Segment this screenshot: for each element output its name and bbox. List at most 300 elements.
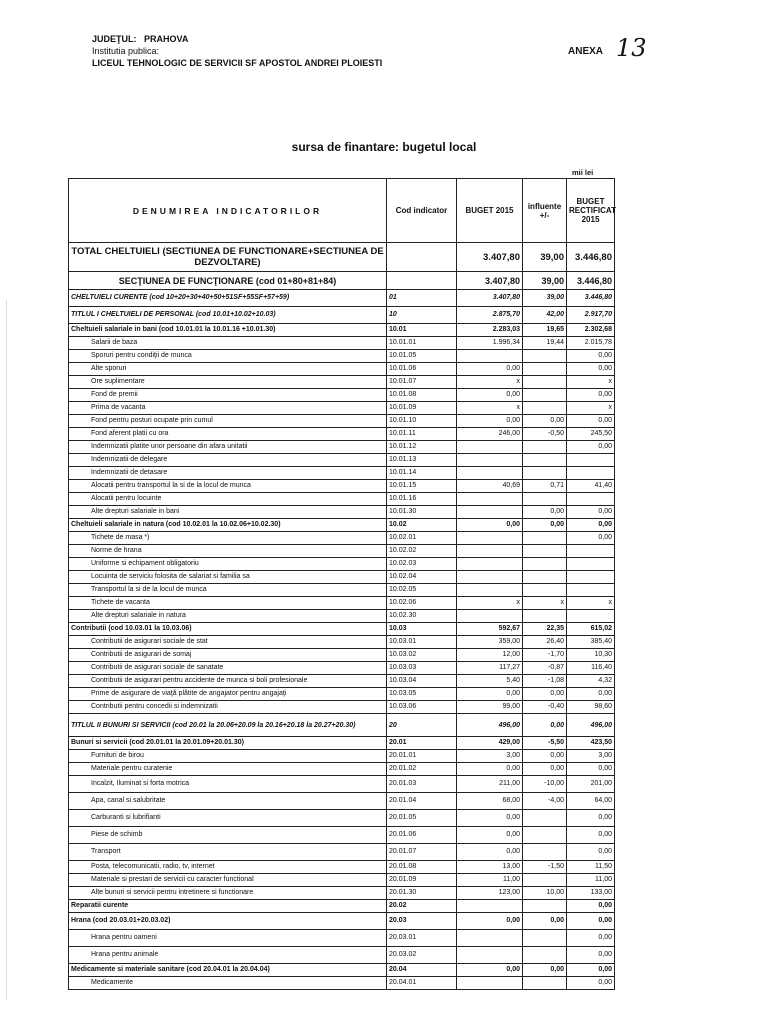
column-header-revised: BUGET RECTIFICAT 2015: [567, 179, 615, 243]
table-row: [69, 623, 615, 636]
row-code: 20.01.05: [387, 810, 457, 827]
row-code: [387, 272, 457, 290]
table-row: [69, 402, 615, 415]
row-name: Fond de premii: [69, 389, 387, 402]
row-influence: 0,00: [523, 913, 567, 930]
table-row: [69, 519, 615, 532]
row-influence: [523, 610, 567, 623]
row-code: 10.01.10: [387, 415, 457, 428]
table-row: [69, 874, 615, 887]
row-name: Piese de schimb: [69, 827, 387, 844]
row-code: 20.01.01: [387, 750, 457, 763]
row-budget: [457, 571, 523, 584]
row-influence: [523, 930, 567, 947]
row-budget: 0,00: [457, 964, 523, 977]
row-influence: 22,35: [523, 623, 567, 636]
row-budget: [457, 558, 523, 571]
row-code: 10.01.11: [387, 428, 457, 441]
row-influence: 0,00: [523, 714, 567, 737]
row-name: CHELTUIELI CURENTE (cod 10+20+30+40+50+51SF+55SF+57+59): [69, 290, 387, 307]
row-name: Norme de hrana: [69, 545, 387, 558]
row-revised: 0,00: [567, 350, 615, 363]
row-influence: [523, 571, 567, 584]
table-row: [69, 389, 615, 402]
table-row: [69, 887, 615, 900]
row-influence: -0,50: [523, 428, 567, 441]
row-code: 10: [387, 307, 457, 324]
table-row: [69, 844, 615, 861]
row-code: 10.02.04: [387, 571, 457, 584]
funding-source-title: sursa de finantare: bugetul local: [291, 140, 477, 154]
row-revised: 615,02: [567, 623, 615, 636]
row-name: Contributii de asigurari pentru accidente de munca si boli profesionale: [69, 675, 387, 688]
row-revised: 2.917,70: [567, 307, 615, 324]
row-name: Materiale si prestari de servicii cu caracter functional: [69, 874, 387, 887]
row-code: 10.01.07: [387, 376, 457, 389]
row-budget: 1.996,34: [457, 337, 523, 350]
column-header-name: DENUMIREA INDICATORILOR: [69, 179, 387, 243]
table-row: [69, 506, 615, 519]
row-name: Medicamente: [69, 977, 387, 990]
row-revised: 3,00: [567, 750, 615, 763]
row-code: 10.01.12: [387, 441, 457, 454]
row-code: 10.01: [387, 324, 457, 337]
row-budget: [457, 506, 523, 519]
row-code: 20.03.02: [387, 947, 457, 964]
row-name: Furnituri de birou: [69, 750, 387, 763]
row-revised: [567, 558, 615, 571]
row-revised: 201,00: [567, 776, 615, 793]
row-budget: [457, 467, 523, 480]
table-row: [69, 571, 615, 584]
table-row: [69, 776, 615, 793]
row-code: 20.01.30: [387, 887, 457, 900]
table-row: [69, 977, 615, 990]
row-code: 20.01.08: [387, 861, 457, 874]
row-revised: 385,40: [567, 636, 615, 649]
table-row: [69, 532, 615, 545]
row-name: Tichete de vacanta: [69, 597, 387, 610]
table-row: [69, 243, 615, 272]
row-budget: [457, 930, 523, 947]
column-header-budget: BUGET 2015: [457, 179, 523, 243]
row-revised: 0,00: [567, 363, 615, 376]
row-name: Prima de vacanta: [69, 402, 387, 415]
row-name: Transportul la si de la locul de munca: [69, 584, 387, 597]
row-revised: 0,00: [567, 506, 615, 519]
table-row: [69, 337, 615, 350]
table-row: [69, 714, 615, 737]
row-revised: 245,50: [567, 428, 615, 441]
row-revised: [567, 454, 615, 467]
row-name: Alte drepturi salariale in natura: [69, 610, 387, 623]
table-row: [69, 467, 615, 480]
table-row: [69, 307, 615, 324]
row-revised: 0,00: [567, 519, 615, 532]
row-revised: [567, 610, 615, 623]
table-row: [69, 415, 615, 428]
row-influence: [523, 402, 567, 415]
county-label: JUDEŢUL:: [92, 34, 137, 44]
row-revised: [567, 467, 615, 480]
table-row: [69, 597, 615, 610]
row-name: SECŢIUNEA DE FUNCŢIONARE (cod 01+80+81+84): [69, 272, 387, 290]
row-influence: [523, 350, 567, 363]
row-revised: [567, 584, 615, 597]
row-name: TITLUL II BUNURI SI SERVICII (cod 20.01 la 20.06+20.09 la 20.16+20.18 la 20.27+20.30): [69, 714, 387, 737]
row-influence: -1,70: [523, 649, 567, 662]
row-name: Alocatii pentru transportul la si de la locul de munca: [69, 480, 387, 493]
row-revised: 0,00: [567, 947, 615, 964]
row-influence: [523, 874, 567, 887]
row-budget: 429,00: [457, 737, 523, 750]
row-influence: 42,00: [523, 307, 567, 324]
anexa-number: 13: [616, 34, 647, 62]
row-budget: 2.283,03: [457, 324, 523, 337]
row-budget: 11,00: [457, 874, 523, 887]
row-code: 10.03.01: [387, 636, 457, 649]
row-influence: [523, 532, 567, 545]
table-row: [69, 649, 615, 662]
row-name: Indemnizatii de detasare: [69, 467, 387, 480]
table-row: [69, 324, 615, 337]
table-row: [69, 688, 615, 701]
row-budget: 0,00: [457, 763, 523, 776]
row-budget: 359,00: [457, 636, 523, 649]
table-row: [69, 662, 615, 675]
table-row: [69, 964, 615, 977]
row-revised: 4,32: [567, 675, 615, 688]
row-code: 10.01.01: [387, 337, 457, 350]
county-name: PRAHOVA: [144, 34, 189, 44]
row-influence: -4,00: [523, 793, 567, 810]
row-name: Contributii de asigurari de somaj: [69, 649, 387, 662]
row-budget: 123,00: [457, 887, 523, 900]
row-name: Hrana pentru animale: [69, 947, 387, 964]
row-code: 10.03.02: [387, 649, 457, 662]
row-budget: 40,69: [457, 480, 523, 493]
row-code: 10.01.09: [387, 402, 457, 415]
anexa-label: ANEXA: [568, 46, 604, 57]
row-budget: [457, 584, 523, 597]
row-revised: [567, 493, 615, 506]
row-influence: [523, 947, 567, 964]
table-row: [69, 493, 615, 506]
table-row: [69, 454, 615, 467]
table-row: [69, 827, 615, 844]
column-header-influence: influente +/-: [523, 179, 567, 243]
table-row: [69, 545, 615, 558]
row-name: Contributii de asigurari sociale de stat: [69, 636, 387, 649]
row-influence: 0,00: [523, 688, 567, 701]
table-row: [69, 793, 615, 810]
row-budget: 13,00: [457, 861, 523, 874]
row-code: 10.02.05: [387, 584, 457, 597]
row-influence: -0,40: [523, 701, 567, 714]
row-budget: [457, 947, 523, 964]
row-code: 20.01.02: [387, 763, 457, 776]
row-influence: 0,00: [523, 415, 567, 428]
row-budget: 3.407,80: [457, 243, 523, 272]
row-influence: [523, 493, 567, 506]
table-row: [69, 701, 615, 714]
row-revised: 3.446,80: [567, 272, 615, 290]
row-code: 20.01.03: [387, 776, 457, 793]
row-influence: 0,00: [523, 506, 567, 519]
row-name: Prime de asigurare de viaţă plătite de angajator pentru angajaţi: [69, 688, 387, 701]
table-row: [69, 428, 615, 441]
row-budget: x: [457, 376, 523, 389]
row-influence: 0,71: [523, 480, 567, 493]
row-name: Alte bunuri si servicii pentru intretinere si functionare: [69, 887, 387, 900]
row-influence: 10,00: [523, 887, 567, 900]
table-row: [69, 913, 615, 930]
row-code: 10.02.02: [387, 545, 457, 558]
table-header-row: [69, 179, 615, 243]
row-name: Contributii (cod 10.03.01 la 10.03.06): [69, 623, 387, 636]
row-budget: 3.407,80: [457, 290, 523, 307]
row-influence: -0,87: [523, 662, 567, 675]
row-budget: 0,00: [457, 688, 523, 701]
row-budget: [457, 900, 523, 913]
row-code: 20.01.07: [387, 844, 457, 861]
table-row: [69, 861, 615, 874]
row-code: 10.02.30: [387, 610, 457, 623]
row-influence: 19,65: [523, 324, 567, 337]
row-name: Fond aferent platii cu ora: [69, 428, 387, 441]
row-influence: [523, 977, 567, 990]
row-name: Contributii pentru concedii si indemnizatii: [69, 701, 387, 714]
table-row: [69, 947, 615, 964]
row-revised: [567, 571, 615, 584]
row-budget: 117,27: [457, 662, 523, 675]
row-code: 10.02.01: [387, 532, 457, 545]
table-row: [69, 480, 615, 493]
row-revised: 98,60: [567, 701, 615, 714]
row-code: 20: [387, 714, 457, 737]
row-code: 20.01: [387, 737, 457, 750]
row-budget: 3.407,80: [457, 272, 523, 290]
row-influence: [523, 467, 567, 480]
table-row: [69, 272, 615, 290]
budget-table: [68, 178, 615, 990]
row-budget: 496,00: [457, 714, 523, 737]
row-code: 10.01.16: [387, 493, 457, 506]
row-influence: 0,00: [523, 519, 567, 532]
row-revised: 3.446,80: [567, 243, 615, 272]
row-name: Ore suplimentare: [69, 376, 387, 389]
row-name: Hrana (cod 20.03.01+20.03.02): [69, 913, 387, 930]
row-influence: [523, 900, 567, 913]
row-name: Alte drepturi salariale in bani: [69, 506, 387, 519]
row-budget: 3,00: [457, 750, 523, 763]
unit-label: mii lei: [572, 168, 594, 177]
row-revised: 0,00: [567, 763, 615, 776]
row-revised: 41,40: [567, 480, 615, 493]
row-name: Contributii de asigurari sociale de sanatate: [69, 662, 387, 675]
row-budget: 0,00: [457, 389, 523, 402]
table-row: [69, 636, 615, 649]
scan-edge: [6, 300, 7, 1000]
row-budget: 5,40: [457, 675, 523, 688]
row-influence: [523, 584, 567, 597]
row-budget: [457, 441, 523, 454]
row-code: 10.03.05: [387, 688, 457, 701]
row-revised: 0,00: [567, 415, 615, 428]
table-row: [69, 558, 615, 571]
table-body: [69, 243, 615, 990]
row-budget: 211,00: [457, 776, 523, 793]
row-budget: 68,00: [457, 793, 523, 810]
row-name: Indemnizatii de delegare: [69, 454, 387, 467]
row-budget: [457, 493, 523, 506]
row-code: 20.04: [387, 964, 457, 977]
table-row: [69, 350, 615, 363]
row-code: 10.02: [387, 519, 457, 532]
row-name: Indemnizatii platite unor persoane din afara unitatii: [69, 441, 387, 454]
row-code: 10.03: [387, 623, 457, 636]
row-budget: 0,00: [457, 810, 523, 827]
row-revised: 0,00: [567, 977, 615, 990]
row-influence: [523, 363, 567, 376]
row-code: 10.01.05: [387, 350, 457, 363]
row-name: Alocatii pentru locuinte: [69, 493, 387, 506]
row-code: 10.01.08: [387, 389, 457, 402]
row-revised: 11,50: [567, 861, 615, 874]
table-row: [69, 584, 615, 597]
table-row: [69, 376, 615, 389]
row-name: TOTAL CHELTUIELI (SECTIUNEA DE FUNCTIONARE+SECTIUNEA DE DEZVOLTARE): [69, 243, 387, 272]
row-name: Alte sporuri: [69, 363, 387, 376]
row-revised: 0,00: [567, 900, 615, 913]
row-name: Reparatii curente: [69, 900, 387, 913]
row-revised: x: [567, 402, 615, 415]
row-code: [387, 243, 457, 272]
row-name: Apa, canal si salubritate: [69, 793, 387, 810]
row-code: 10.03.04: [387, 675, 457, 688]
institution-label: Institutia publica:: [92, 46, 160, 56]
row-name: Hrana pentru oameni: [69, 930, 387, 947]
row-name: Tichete de masa *): [69, 532, 387, 545]
row-name: Sporuri pentru condiţii de munca: [69, 350, 387, 363]
institution-name: [92, 58, 382, 69]
row-code: 01: [387, 290, 457, 307]
row-budget: [457, 610, 523, 623]
column-header-code: Cod indicator: [387, 179, 457, 243]
row-name: Bunuri si servicii (cod 20.01.01 la 20.01.09+20.01.30): [69, 737, 387, 750]
row-budget: [457, 454, 523, 467]
row-revised: 423,50: [567, 737, 615, 750]
row-budget: 0,00: [457, 519, 523, 532]
row-influence: 39,00: [523, 290, 567, 307]
row-revised: 64,00: [567, 793, 615, 810]
row-code: 10.01.14: [387, 467, 457, 480]
row-influence: 39,00: [523, 243, 567, 272]
row-name: Locuinta de serviciu folosita de salariat si familia sa: [69, 571, 387, 584]
row-code: 10.03.06: [387, 701, 457, 714]
row-code: 20.01.09: [387, 874, 457, 887]
row-influence: [523, 441, 567, 454]
row-influence: -5,50: [523, 737, 567, 750]
row-revised: x: [567, 376, 615, 389]
row-influence: [523, 827, 567, 844]
row-influence: [523, 389, 567, 402]
table-row: [69, 290, 615, 307]
row-code: 10.01.15: [387, 480, 457, 493]
row-revised: 496,00: [567, 714, 615, 737]
table-row: [69, 441, 615, 454]
row-revised: [567, 545, 615, 558]
table-row: [69, 750, 615, 763]
row-influence: 26,40: [523, 636, 567, 649]
row-budget: [457, 350, 523, 363]
row-budget: 246,00: [457, 428, 523, 441]
row-revised: 0,00: [567, 688, 615, 701]
table-row: [69, 610, 615, 623]
row-code: 20.04.01: [387, 977, 457, 990]
row-revised: x: [567, 597, 615, 610]
row-name: Salarii de baza: [69, 337, 387, 350]
row-name: Carburanti si lubrifianti: [69, 810, 387, 827]
row-name: Cheltuieli salariale in natura (cod 10.02.01 la 10.02.06+10.02.30): [69, 519, 387, 532]
row-budget: [457, 977, 523, 990]
row-influence: 39,00: [523, 272, 567, 290]
row-revised: 2.302,68: [567, 324, 615, 337]
table-row: [69, 675, 615, 688]
row-code: 20.03.01: [387, 930, 457, 947]
row-revised: 0,00: [567, 532, 615, 545]
row-influence: x: [523, 597, 567, 610]
row-code: 20.01.06: [387, 827, 457, 844]
row-code: 10.01.30: [387, 506, 457, 519]
row-influence: [523, 545, 567, 558]
row-revised: 0,00: [567, 810, 615, 827]
row-name: Medicamente si materiale sanitare (cod 20.04.01 la 20.04.04): [69, 964, 387, 977]
row-budget: [457, 532, 523, 545]
row-budget: [457, 545, 523, 558]
row-influence: [523, 810, 567, 827]
row-code: 10.02.06: [387, 597, 457, 610]
row-code: 10.02.03: [387, 558, 457, 571]
row-code: 20.02: [387, 900, 457, 913]
table-row: [69, 930, 615, 947]
row-influence: [523, 454, 567, 467]
row-name: Transport: [69, 844, 387, 861]
row-budget: 0,00: [457, 844, 523, 861]
row-influence: 0,00: [523, 763, 567, 776]
row-influence: [523, 844, 567, 861]
row-budget: x: [457, 402, 523, 415]
row-name: Materiale pentru curatenie: [69, 763, 387, 776]
row-code: 20.03: [387, 913, 457, 930]
row-budget: 2.875,70: [457, 307, 523, 324]
row-revised: 0,00: [567, 389, 615, 402]
row-influence: 0,00: [523, 750, 567, 763]
row-revised: 11,00: [567, 874, 615, 887]
row-name: Incalzit, Iluminat si forta motrica: [69, 776, 387, 793]
row-revised: 0,00: [567, 964, 615, 977]
table-row: [69, 737, 615, 750]
row-name: TITLUL I CHELTUIELI DE PERSONAL (cod 10.01+10.02+10.03): [69, 307, 387, 324]
row-budget: 0,00: [457, 913, 523, 930]
table-row: [69, 763, 615, 776]
row-revised: 10,30: [567, 649, 615, 662]
row-revised: 0,00: [567, 441, 615, 454]
row-influence: -10,00: [523, 776, 567, 793]
row-influence: [523, 376, 567, 389]
row-code: 10.03.03: [387, 662, 457, 675]
table-row: [69, 810, 615, 827]
